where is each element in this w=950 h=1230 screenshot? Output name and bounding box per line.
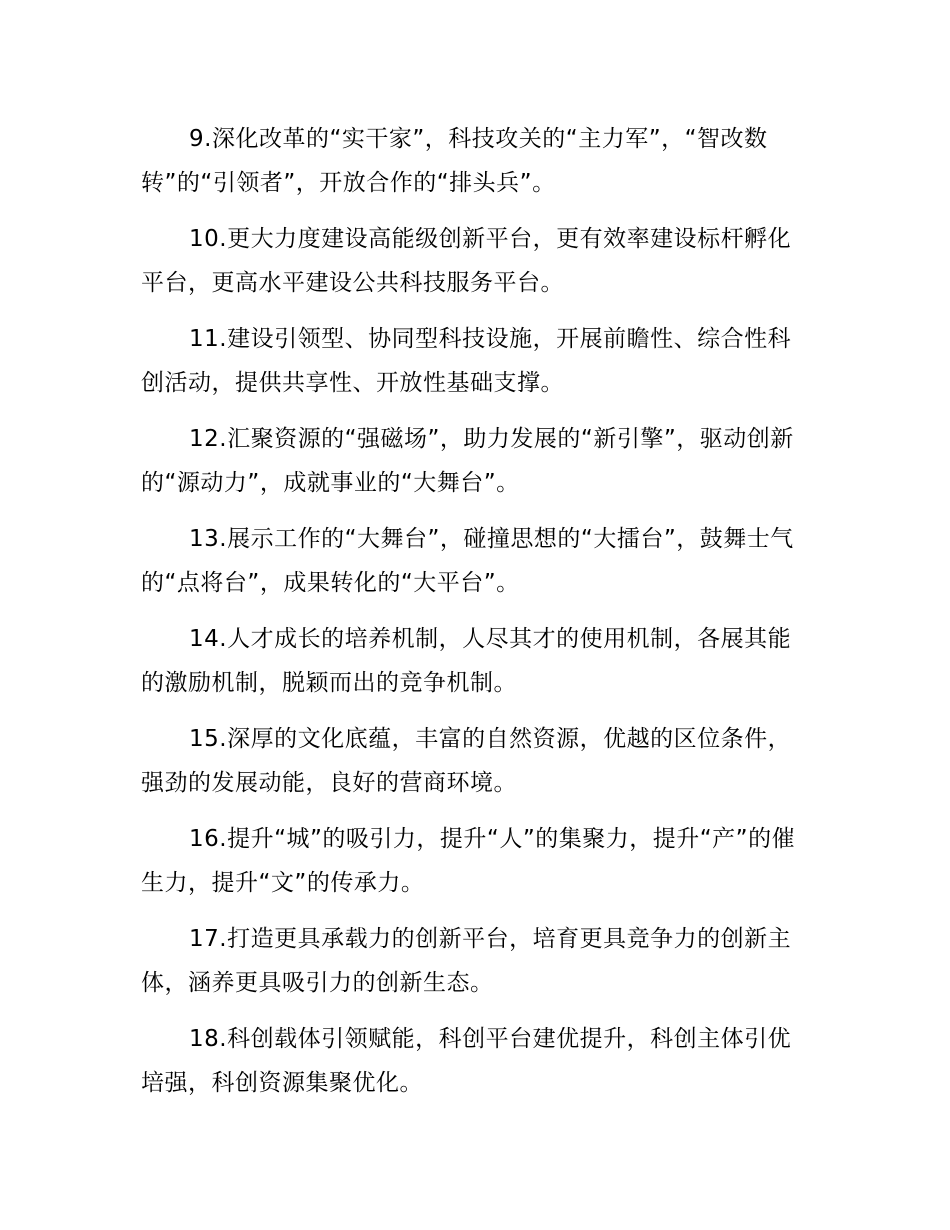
document-body xyxy=(141,117,813,1117)
paragraph-14: 14.人才成长的培养机制，人尽其才的使用机制，各展其能的激励机制，脱颖而出的竞争机制。 xyxy=(141,626,792,696)
paragraph-11: 11.建设引领型、协同型科技设施，开展前瞻性、综合性科创活动，提供共享性、开放性基础支撑。 xyxy=(141,326,792,396)
paragraph-9: 9.深化改革的“实干家”，科技攻关的“主力军”，“智改数转”的“引领者”，开放合作的“排头兵”。 xyxy=(141,126,768,196)
paragraph-16: 16.提升“城”的吸引力，提升“人”的集聚力，提升“产”的催生力，提升“文”的传承力。 xyxy=(141,826,796,896)
paragraph-17: 17.打造更具承载力的创新平台，培育更具竞争力的创新主体，涵养更具吸引力的创新生态。 xyxy=(141,926,792,996)
paragraph-13: 13.展示工作的“大舞台”，碰撞思想的“大擂台”，鼓舞士气的“点将台”，成果转化的“大平台”。 xyxy=(141,526,794,596)
paragraph-10: 10.更大力度建设高能级创新平台，更有效率建设标杆孵化平台，更高水平建设公共科技服务平台。 xyxy=(141,226,792,296)
paragraph-12: 12.汇聚资源的“强磁场”，助力发展的“新引擎”，驱动创新的“源动力”，成就事业的“大舞台”。 xyxy=(141,426,794,496)
paragraph-18: 18.科创载体引领赋能，科创平台建优提升，科创主体引优培强，科创资源集聚优化。 xyxy=(141,1026,792,1096)
paragraph-15: 15.深厚的文化底蕴，丰富的自然资源，优越的区位条件，强劲的发展动能，良好的营商环境。 xyxy=(141,726,792,796)
